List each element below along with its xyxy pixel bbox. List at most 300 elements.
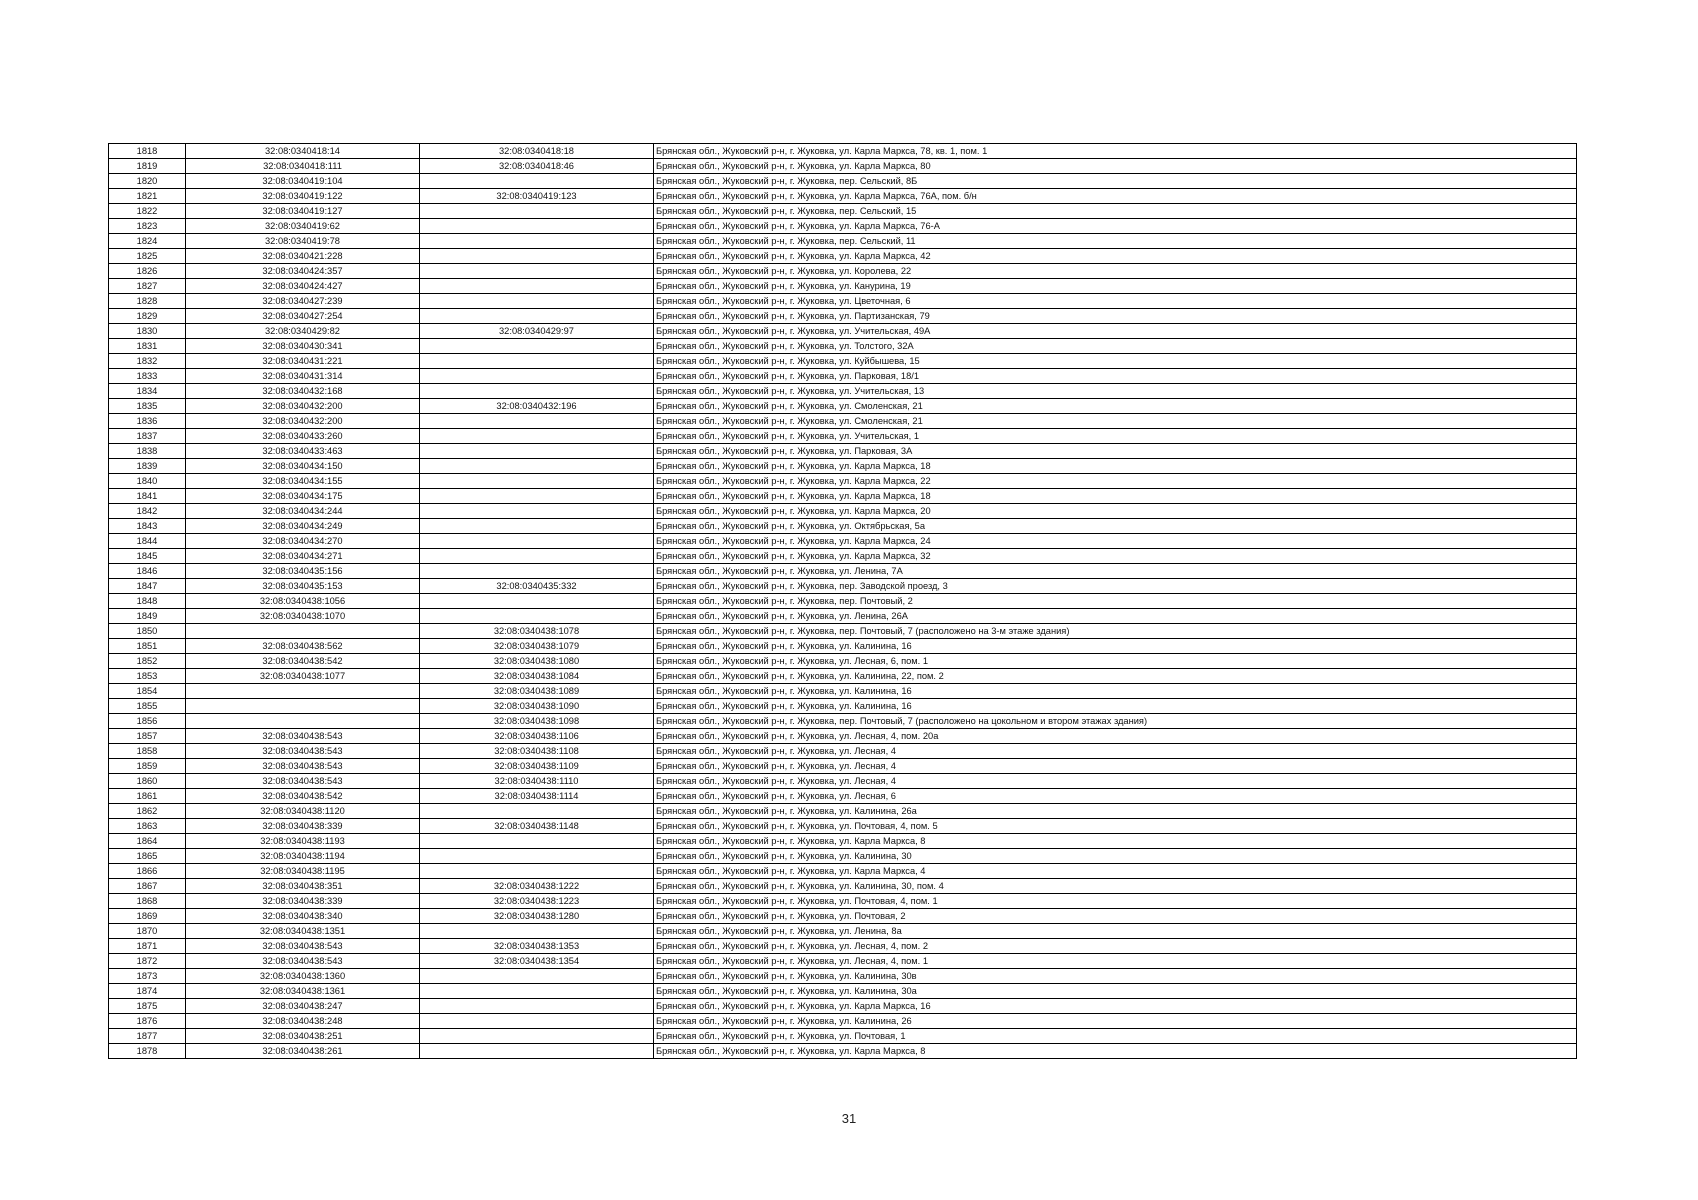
table-row [109,534,1577,549]
address-cell: Брянская обл., Жуковский р-н, г. Жуковка, ул. Учительская, 13 [654,384,1577,399]
table-row [109,219,1577,234]
row-number-cell: 1858 [109,744,186,759]
table-row [109,459,1577,474]
linked-cadastral-number-cell [420,294,654,309]
table-row [109,1014,1577,1029]
cadastral-number-cell: 32:08:0340438:1360 [186,969,420,984]
row-number-cell: 1864 [109,834,186,849]
linked-cadastral-number-cell [420,534,654,549]
address-cell: Брянская обл., Жуковский р-н, г. Жуковка, ул. Калинина, 30 [654,849,1577,864]
table-row [109,849,1577,864]
cadastral-number-cell: 32:08:0340438:562 [186,639,420,654]
table-row [109,999,1577,1014]
linked-cadastral-number-cell [420,834,654,849]
table-row [109,714,1577,729]
row-number-cell: 1822 [109,204,186,219]
linked-cadastral-number-cell [420,804,654,819]
table-row [109,414,1577,429]
row-number-cell: 1819 [109,159,186,174]
linked-cadastral-number-cell: 32:08:0340438:1280 [420,909,654,924]
address-cell: Брянская обл., Жуковский р-н, г. Жуковка, ул. Карла Маркса, 16 [654,999,1577,1014]
row-number-cell: 1874 [109,984,186,999]
linked-cadastral-number-cell [420,1014,654,1029]
cadastral-number-cell: 32:08:0340438:542 [186,789,420,804]
address-cell: Брянская обл., Жуковский р-н, г. Жуковка, ул. Королева, 22 [654,264,1577,279]
cadastral-number-cell: 32:08:0340429:82 [186,324,420,339]
address-cell: Брянская обл., Жуковский р-н, г. Жуковка, ул. Карла Маркса, 18 [654,459,1577,474]
cadastral-number-cell: 32:08:0340430:341 [186,339,420,354]
linked-cadastral-number-cell [420,1029,654,1044]
cadastral-table [108,143,1577,1059]
linked-cadastral-number-cell [420,384,654,399]
linked-cadastral-number-cell: 32:08:0340438:1090 [420,699,654,714]
row-number-cell: 1838 [109,444,186,459]
address-cell: Брянская обл., Жуковский р-н, г. Жуковка, ул. Лесная, 6 [654,789,1577,804]
table-row [109,639,1577,654]
cadastral-number-cell: 32:08:0340438:1077 [186,669,420,684]
row-number-cell: 1862 [109,804,186,819]
cadastral-number-cell: 32:08:0340419:127 [186,204,420,219]
address-cell: Брянская обл., Жуковский р-н, г. Жуковка, ул. Ленина, 7А [654,564,1577,579]
linked-cadastral-number-cell [420,864,654,879]
linked-cadastral-number-cell [420,369,654,384]
table-row [109,354,1577,369]
cadastral-number-cell: 32:08:0340438:1195 [186,864,420,879]
cadastral-number-cell [186,699,420,714]
linked-cadastral-number-cell: 32:08:0340418:46 [420,159,654,174]
table-row [109,519,1577,534]
linked-cadastral-number-cell [420,849,654,864]
address-cell: Брянская обл., Жуковский р-н, г. Жуковка, ул. Почтовая, 1 [654,1029,1577,1044]
row-number-cell: 1852 [109,654,186,669]
cadastral-number-cell: 32:08:0340432:168 [186,384,420,399]
address-cell: Брянская обл., Жуковский р-н, г. Жуковка, пер. Заводской проезд, 3 [654,579,1577,594]
linked-cadastral-number-cell [420,444,654,459]
cadastral-number-cell [186,684,420,699]
row-number-cell: 1878 [109,1044,186,1059]
address-cell: Брянская обл., Жуковский р-н, г. Жуковка, ул. Калинина, 30, пом. 4 [654,879,1577,894]
cadastral-number-cell: 32:08:0340432:200 [186,399,420,414]
row-number-cell: 1824 [109,234,186,249]
address-cell: Брянская обл., Жуковский р-н, г. Жуковка, пер. Почтовый, 7 (расположено на 3-м этаже здания) [654,624,1577,639]
address-cell: Брянская обл., Жуковский р-н, г. Жуковка, ул. Ленина, 26А [654,609,1577,624]
row-number-cell: 1826 [109,264,186,279]
row-number-cell: 1823 [109,219,186,234]
table-row [109,369,1577,384]
cadastral-number-cell: 32:08:0340432:200 [186,414,420,429]
address-cell: Брянская обл., Жуковский р-н, г. Жуковка, ул. Карла Маркса, 8 [654,1044,1577,1059]
address-cell: Брянская обл., Жуковский р-н, г. Жуковка, пер. Сельский, 15 [654,204,1577,219]
table-row [109,954,1577,969]
cadastral-number-cell: 32:08:0340419:78 [186,234,420,249]
cadastral-number-cell: 32:08:0340434:150 [186,459,420,474]
row-number-cell: 1856 [109,714,186,729]
table-row [109,444,1577,459]
cadastral-number-cell: 32:08:0340438:1193 [186,834,420,849]
row-number-cell: 1846 [109,564,186,579]
cadastral-number-cell: 32:08:0340435:153 [186,579,420,594]
cadastral-number-cell: 32:08:0340438:543 [186,759,420,774]
cadastral-number-cell: 32:08:0340427:239 [186,294,420,309]
linked-cadastral-number-cell [420,219,654,234]
table-row [109,894,1577,909]
linked-cadastral-number-cell: 32:08:0340438:1110 [420,774,654,789]
address-cell: Брянская обл., Жуковский р-н, г. Жуковка, ул. Карла Маркса, 8 [654,834,1577,849]
cadastral-number-cell: 32:08:0340438:1361 [186,984,420,999]
address-cell: Брянская обл., Жуковский р-н, г. Жуковка, ул. Лесная, 4 [654,759,1577,774]
cadastral-number-cell: 32:08:0340433:260 [186,429,420,444]
cadastral-number-cell: 32:08:0340438:543 [186,729,420,744]
linked-cadastral-number-cell [420,354,654,369]
row-number-cell: 1863 [109,819,186,834]
address-cell: Брянская обл., Жуковский р-н, г. Жуковка, ул. Учительская, 1 [654,429,1577,444]
row-number-cell: 1840 [109,474,186,489]
cadastral-number-cell: 32:08:0340438:251 [186,1029,420,1044]
cadastral-number-cell: 32:08:0340438:340 [186,909,420,924]
linked-cadastral-number-cell: 32:08:0340438:1106 [420,729,654,744]
cadastral-number-cell: 32:08:0340438:248 [186,1014,420,1029]
linked-cadastral-number-cell: 32:08:0340438:1079 [420,639,654,654]
cadastral-number-cell [186,624,420,639]
linked-cadastral-number-cell: 32:08:0340438:1223 [420,894,654,909]
address-cell: Брянская обл., Жуковский р-н, г. Жуковка, ул. Партизанская, 79 [654,309,1577,324]
address-cell: Брянская обл., Жуковский р-н, г. Жуковка, ул. Карла Маркса, 76А, пом. б/н [654,189,1577,204]
row-number-cell: 1818 [109,144,186,159]
cadastral-number-cell: 32:08:0340438:543 [186,774,420,789]
row-number-cell: 1833 [109,369,186,384]
linked-cadastral-number-cell [420,609,654,624]
address-cell: Брянская обл., Жуковский р-н, г. Жуковка, ул. Карла Маркса, 80 [654,159,1577,174]
address-cell: Брянская обл., Жуковский р-н, г. Жуковка, пер. Сельский, 8Б [654,174,1577,189]
address-cell: Брянская обл., Жуковский р-н, г. Жуковка, ул. Карла Маркса, 20 [654,504,1577,519]
row-number-cell: 1834 [109,384,186,399]
row-number-cell: 1877 [109,1029,186,1044]
table-body [109,144,1577,1059]
row-number-cell: 1829 [109,309,186,324]
address-cell: Брянская обл., Жуковский р-н, г. Жуковка, ул. Почтовая, 4, пом. 1 [654,894,1577,909]
linked-cadastral-number-cell [420,504,654,519]
address-cell: Брянская обл., Жуковский р-н, г. Жуковка, ул. Смоленская, 21 [654,399,1577,414]
table-row [109,969,1577,984]
cadastral-number-cell: 32:08:0340424:357 [186,264,420,279]
address-cell: Брянская обл., Жуковский р-н, г. Жуковка, ул. Лесная, 4, пом. 20а [654,729,1577,744]
table-row [109,744,1577,759]
table-row [109,594,1577,609]
row-number-cell: 1851 [109,639,186,654]
cadastral-number-cell: 32:08:0340421:228 [186,249,420,264]
table-row [109,984,1577,999]
linked-cadastral-number-cell: 32:08:0340438:1089 [420,684,654,699]
address-cell: Брянская обл., Жуковский р-н, г. Жуковка, ул. Лесная, 4 [654,744,1577,759]
address-cell: Брянская обл., Жуковский р-н, г. Жуковка, ул. Лесная, 4, пом. 2 [654,939,1577,954]
cadastral-number-cell: 32:08:0340427:254 [186,309,420,324]
row-number-cell: 1830 [109,324,186,339]
linked-cadastral-number-cell [420,519,654,534]
row-number-cell: 1841 [109,489,186,504]
table-row [109,1029,1577,1044]
address-cell: Брянская обл., Жуковский р-н, г. Жуковка, пер. Почтовый, 2 [654,594,1577,609]
table-row [109,174,1577,189]
table-row [109,654,1577,669]
address-cell: Брянская обл., Жуковский р-н, г. Жуковка, ул. Ленина, 8а [654,924,1577,939]
row-number-cell: 1842 [109,504,186,519]
row-number-cell: 1860 [109,774,186,789]
cadastral-number-cell: 32:08:0340431:221 [186,354,420,369]
cadastral-number-cell: 32:08:0340434:244 [186,504,420,519]
linked-cadastral-number-cell [420,924,654,939]
row-number-cell: 1820 [109,174,186,189]
cadastral-number-cell: 32:08:0340424:427 [186,279,420,294]
table-row [109,309,1577,324]
cadastral-number-cell: 32:08:0340438:1351 [186,924,420,939]
table-row [109,909,1577,924]
address-cell: Брянская обл., Жуковский р-н, г. Жуковка, ул. Калинина, 16 [654,639,1577,654]
row-number-cell: 1854 [109,684,186,699]
row-number-cell: 1873 [109,969,186,984]
table-row [109,264,1577,279]
linked-cadastral-number-cell: 32:08:0340432:196 [420,399,654,414]
table-row [109,819,1577,834]
table-row [109,774,1577,789]
table-row [109,834,1577,849]
address-cell: Брянская обл., Жуковский р-н, г. Жуковка, ул. Карла Маркса, 4 [654,864,1577,879]
table-row [109,249,1577,264]
cadastral-number-cell: 32:08:0340434:271 [186,549,420,564]
row-number-cell: 1865 [109,849,186,864]
cadastral-number-cell: 32:08:0340433:463 [186,444,420,459]
row-number-cell: 1836 [109,414,186,429]
linked-cadastral-number-cell [420,549,654,564]
linked-cadastral-number-cell: 32:08:0340438:1354 [420,954,654,969]
table-row [109,489,1577,504]
row-number-cell: 1839 [109,459,186,474]
row-number-cell: 1875 [109,999,186,1014]
address-cell: Брянская обл., Жуковский р-н, г. Жуковка, ул. Канурина, 19 [654,279,1577,294]
address-cell: Брянская обл., Жуковский р-н, г. Жуковка, ул. Карла Маркса, 32 [654,549,1577,564]
cadastral-number-cell: 32:08:0340418:14 [186,144,420,159]
linked-cadastral-number-cell [420,474,654,489]
table-row [109,609,1577,624]
cadastral-number-cell: 32:08:0340438:247 [186,999,420,1014]
cadastral-number-cell: 32:08:0340434:249 [186,519,420,534]
cadastral-number-cell: 32:08:0340434:155 [186,474,420,489]
address-cell: Брянская обл., Жуковский р-н, г. Жуковка, ул. Октябрьская, 5а [654,519,1577,534]
address-cell: Брянская обл., Жуковский р-н, г. Жуковка, ул. Почтовая, 2 [654,909,1577,924]
table-row [109,399,1577,414]
address-cell: Брянская обл., Жуковский р-н, г. Жуковка, ул. Парковая, 3А [654,444,1577,459]
table-row [109,924,1577,939]
table-row [109,324,1577,339]
linked-cadastral-number-cell [420,174,654,189]
linked-cadastral-number-cell [420,984,654,999]
row-number-cell: 1870 [109,924,186,939]
row-number-cell: 1850 [109,624,186,639]
table-row [109,144,1577,159]
cadastral-number-cell: 32:08:0340438:542 [186,654,420,669]
linked-cadastral-number-cell: 32:08:0340438:1222 [420,879,654,894]
table-row [109,939,1577,954]
cadastral-number-cell: 32:08:0340434:175 [186,489,420,504]
address-cell: Брянская обл., Жуковский р-н, г. Жуковка, ул. Калинина, 16 [654,684,1577,699]
address-cell: Брянская обл., Жуковский р-н, г. Жуковка, ул. Калинина, 16 [654,699,1577,714]
table-row [109,294,1577,309]
row-number-cell: 1871 [109,939,186,954]
row-number-cell: 1861 [109,789,186,804]
linked-cadastral-number-cell: 32:08:0340438:1109 [420,759,654,774]
address-cell: Брянская обл., Жуковский р-н, г. Жуковка, ул. Почтовая, 4, пом. 5 [654,819,1577,834]
row-number-cell: 1872 [109,954,186,969]
address-cell: Брянская обл., Жуковский р-н, г. Жуковка, ул. Калинина, 22, пом. 2 [654,669,1577,684]
cadastral-number-cell: 32:08:0340438:351 [186,879,420,894]
address-cell: Брянская обл., Жуковский р-н, г. Жуковка, ул. Лесная, 4, пом. 1 [654,954,1577,969]
table-row [109,789,1577,804]
linked-cadastral-number-cell [420,414,654,429]
row-number-cell: 1866 [109,864,186,879]
linked-cadastral-number-cell [420,429,654,444]
cadastral-number-cell: 32:08:0340438:1194 [186,849,420,864]
table-row [109,549,1577,564]
row-number-cell: 1853 [109,669,186,684]
linked-cadastral-number-cell [420,279,654,294]
row-number-cell: 1859 [109,759,186,774]
table-row [109,384,1577,399]
linked-cadastral-number-cell [420,969,654,984]
cadastral-number-cell [186,714,420,729]
address-cell: Брянская обл., Жуковский р-н, г. Жуковка, ул. Куйбышева, 15 [654,354,1577,369]
address-cell: Брянская обл., Жуковский р-н, г. Жуковка, ул. Карла Маркса, 42 [654,249,1577,264]
address-cell: Брянская обл., Жуковский р-н, г. Жуковка, ул. Калинина, 30а [654,984,1577,999]
linked-cadastral-number-cell [420,564,654,579]
table-row [109,504,1577,519]
table-row [109,879,1577,894]
row-number-cell: 1843 [109,519,186,534]
address-cell: Брянская обл., Жуковский р-н, г. Жуковка, ул. Карла Маркса, 78, кв. 1, пом. 1 [654,144,1577,159]
linked-cadastral-number-cell [420,234,654,249]
cadastral-number-cell: 32:08:0340438:261 [186,1044,420,1059]
linked-cadastral-number-cell: 32:08:0340429:97 [420,324,654,339]
cadastral-number-cell: 32:08:0340438:1120 [186,804,420,819]
linked-cadastral-number-cell: 32:08:0340438:1078 [420,624,654,639]
row-number-cell: 1845 [109,549,186,564]
row-number-cell: 1828 [109,294,186,309]
cadastral-number-cell: 32:08:0340418:111 [186,159,420,174]
row-number-cell: 1835 [109,399,186,414]
address-cell: Брянская обл., Жуковский р-н, г. Жуковка, ул. Калинина, 26а [654,804,1577,819]
linked-cadastral-number-cell: 32:08:0340418:18 [420,144,654,159]
cadastral-number-cell: 32:08:0340438:1070 [186,609,420,624]
address-cell: Брянская обл., Жуковский р-н, г. Жуковка, пер. Сельский, 11 [654,234,1577,249]
cadastral-number-cell: 32:08:0340419:62 [186,219,420,234]
cadastral-number-cell: 32:08:0340438:1056 [186,594,420,609]
cadastral-number-cell: 32:08:0340438:543 [186,939,420,954]
address-cell: Брянская обл., Жуковский р-н, г. Жуковка, ул. Карла Маркса, 76-А [654,219,1577,234]
row-number-cell: 1855 [109,699,186,714]
table-row [109,159,1577,174]
row-number-cell: 1848 [109,594,186,609]
cadastral-number-cell: 32:08:0340419:122 [186,189,420,204]
linked-cadastral-number-cell [420,264,654,279]
linked-cadastral-number-cell: 32:08:0340438:1098 [420,714,654,729]
address-cell: Брянская обл., Жуковский р-н, г. Жуковка, ул. Парковая, 18/1 [654,369,1577,384]
address-cell: Брянская обл., Жуковский р-н, г. Жуковка, ул. Калинина, 26 [654,1014,1577,1029]
row-number-cell: 1867 [109,879,186,894]
cadastral-number-cell: 32:08:0340438:339 [186,894,420,909]
row-number-cell: 1827 [109,279,186,294]
address-cell: Брянская обл., Жуковский р-н, г. Жуковка, пер. Почтовый, 7 (расположено на цокольном и втором этажах здания) [654,714,1577,729]
linked-cadastral-number-cell [420,459,654,474]
table-row [109,684,1577,699]
linked-cadastral-number-cell [420,594,654,609]
linked-cadastral-number-cell [420,1044,654,1059]
linked-cadastral-number-cell: 32:08:0340438:1084 [420,669,654,684]
row-number-cell: 1847 [109,579,186,594]
linked-cadastral-number-cell [420,249,654,264]
row-number-cell: 1831 [109,339,186,354]
table-row [109,474,1577,489]
row-number-cell: 1837 [109,429,186,444]
linked-cadastral-number-cell: 32:08:0340438:1114 [420,789,654,804]
address-cell: Брянская обл., Жуковский р-н, г. Жуковка, ул. Толстого, 32А [654,339,1577,354]
address-cell: Брянская обл., Жуковский р-н, г. Жуковка, ул. Карла Маркса, 22 [654,474,1577,489]
table-row [109,804,1577,819]
row-number-cell: 1849 [109,609,186,624]
address-cell: Брянская обл., Жуковский р-н, г. Жуковка, ул. Карла Маркса, 24 [654,534,1577,549]
row-number-cell: 1868 [109,894,186,909]
linked-cadastral-number-cell: 32:08:0340438:1148 [420,819,654,834]
linked-cadastral-number-cell [420,309,654,324]
page-number: 31 [841,1111,857,1126]
linked-cadastral-number-cell: 32:08:0340438:1080 [420,654,654,669]
row-number-cell: 1825 [109,249,186,264]
table-row [109,729,1577,744]
cadastral-number-cell: 32:08:0340438:339 [186,819,420,834]
table-row [109,699,1577,714]
row-number-cell: 1869 [109,909,186,924]
address-cell: Брянская обл., Жуковский р-н, г. Жуковка, ул. Карла Маркса, 18 [654,489,1577,504]
cadastral-number-cell: 32:08:0340438:543 [186,954,420,969]
table-row [109,759,1577,774]
cadastral-number-cell: 32:08:0340434:270 [186,534,420,549]
table-row [109,669,1577,684]
table-row [109,204,1577,219]
address-cell: Брянская обл., Жуковский р-н, г. Жуковка, ул. Учительская, 49А [654,324,1577,339]
table-row [109,1044,1577,1059]
linked-cadastral-number-cell [420,204,654,219]
linked-cadastral-number-cell: 32:08:0340419:123 [420,189,654,204]
linked-cadastral-number-cell [420,999,654,1014]
row-number-cell: 1844 [109,534,186,549]
cadastral-number-cell: 32:08:0340419:104 [186,174,420,189]
table-row [109,864,1577,879]
table-row [109,624,1577,639]
linked-cadastral-number-cell: 32:08:0340438:1353 [420,939,654,954]
cadastral-number-cell: 32:08:0340431:314 [186,369,420,384]
row-number-cell: 1857 [109,729,186,744]
table-row [109,339,1577,354]
address-cell: Брянская обл., Жуковский р-н, г. Жуковка, ул. Цветочная, 6 [654,294,1577,309]
address-cell: Брянская обл., Жуковский р-н, г. Жуковка, ул. Калинина, 30в [654,969,1577,984]
table-row [109,189,1577,204]
address-cell: Брянская обл., Жуковский р-н, г. Жуковка, ул. Лесная, 6, пом. 1 [654,654,1577,669]
row-number-cell: 1876 [109,1014,186,1029]
linked-cadastral-number-cell [420,489,654,504]
address-cell: Брянская обл., Жуковский р-н, г. Жуковка, ул. Лесная, 4 [654,774,1577,789]
row-number-cell: 1821 [109,189,186,204]
table-row [109,579,1577,594]
table-row [109,429,1577,444]
linked-cadastral-number-cell [420,339,654,354]
table-row [109,234,1577,249]
